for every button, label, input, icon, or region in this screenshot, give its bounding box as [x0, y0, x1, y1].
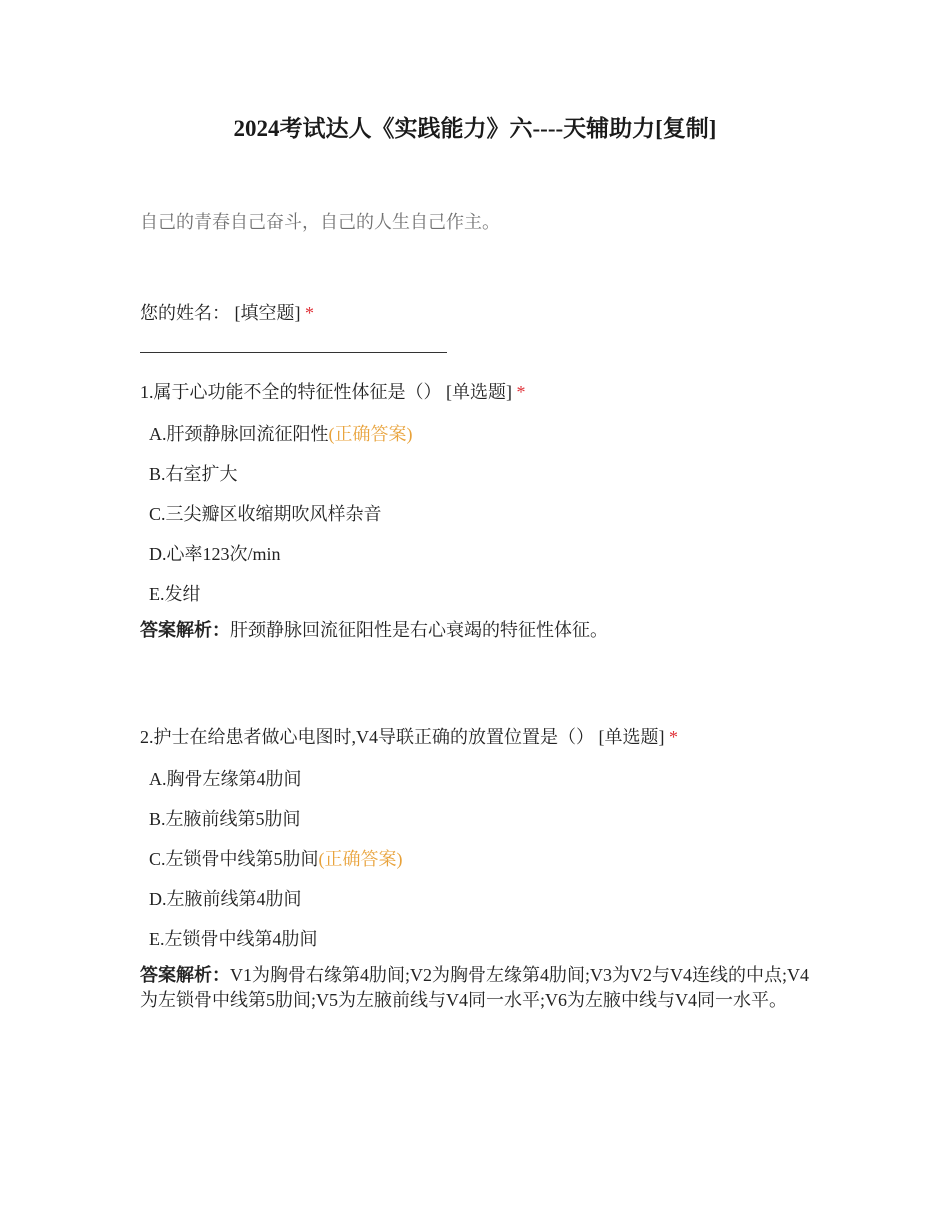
name-question-label: 您的姓名： [140, 303, 230, 323]
page-title: 2024考试达人《实践能力》六----天辅助力[复制] [233, 116, 717, 141]
analysis-text: V1为胸骨右缘第4肋间;V2为胸骨左缘第4肋间;V3为V2与V4连线的中点;V4为左锁骨中线第5肋间;V5为左腋前线与V4同一水平;V6为左腋中线与V4同一水平。 [140, 965, 809, 1010]
question-2-option-c [149, 847, 820, 887]
option-text: B.右室扩大 [149, 464, 238, 484]
question-1-option-e [149, 582, 820, 622]
question-2 [140, 725, 820, 1013]
option-text: C.三尖瓣区收缩期吹风样杂音 [149, 504, 382, 524]
option-text: A.肝颈静脉回流征阳性 [149, 424, 329, 444]
option-text: B.左腋前线第5肋间 [149, 809, 301, 829]
required-marker: * [305, 303, 314, 323]
question-2-type: [单选题] [598, 727, 665, 747]
correct-answer-tag: (正确答案) [318, 849, 403, 869]
question-1-option-d [149, 542, 820, 582]
name-blank-line [140, 352, 447, 353]
question-1-option-c [149, 502, 820, 542]
option-text: D.左腋前线第4肋间 [149, 889, 302, 909]
analysis-text: 肝颈静脉回流征阳性是右心衰竭的特征性体征。 [230, 620, 608, 640]
question-2-option-a [149, 767, 820, 807]
analysis-label: 答案解析： [140, 620, 230, 640]
question-1-option-b [149, 462, 820, 502]
option-text: C.左锁骨中线第5肋间 [149, 849, 319, 869]
question-2-text [140, 725, 820, 749]
question-1 [140, 380, 820, 643]
question-2-option-d [149, 887, 820, 927]
option-text: E.左锁骨中线第4肋间 [149, 929, 318, 949]
question-2-options [140, 767, 820, 967]
analysis-label: 答案解析： [140, 965, 230, 985]
page-subtitle: 自己的青春自己奋斗，自己的人生自己作主。 [140, 212, 500, 232]
question-1-analysis [140, 618, 815, 643]
required-marker: * [669, 727, 678, 747]
question-1-type: [单选题] [446, 382, 512, 402]
question-1-option-a [149, 422, 820, 462]
question-2-option-b [149, 807, 820, 847]
question-1-text [140, 380, 820, 404]
question-1-stem: 1.属于心功能不全的特征性体征是（） [140, 382, 442, 402]
option-text: E.发绀 [149, 584, 201, 604]
question-2-stem: 2.护士在给患者做心电图时,V4导联正确的放置位置是（） [140, 727, 594, 747]
required-marker: * [516, 382, 526, 402]
question-2-option-e [149, 927, 820, 967]
option-text: D.心率123次/min [149, 544, 281, 564]
option-text: A.胸骨左缘第4肋间 [149, 769, 302, 789]
correct-answer-tag: (正确答案) [328, 424, 413, 444]
name-question [140, 299, 314, 325]
question-type: [填空题] [234, 303, 301, 323]
question-2-analysis [140, 963, 815, 1013]
question-1-options [140, 422, 820, 622]
